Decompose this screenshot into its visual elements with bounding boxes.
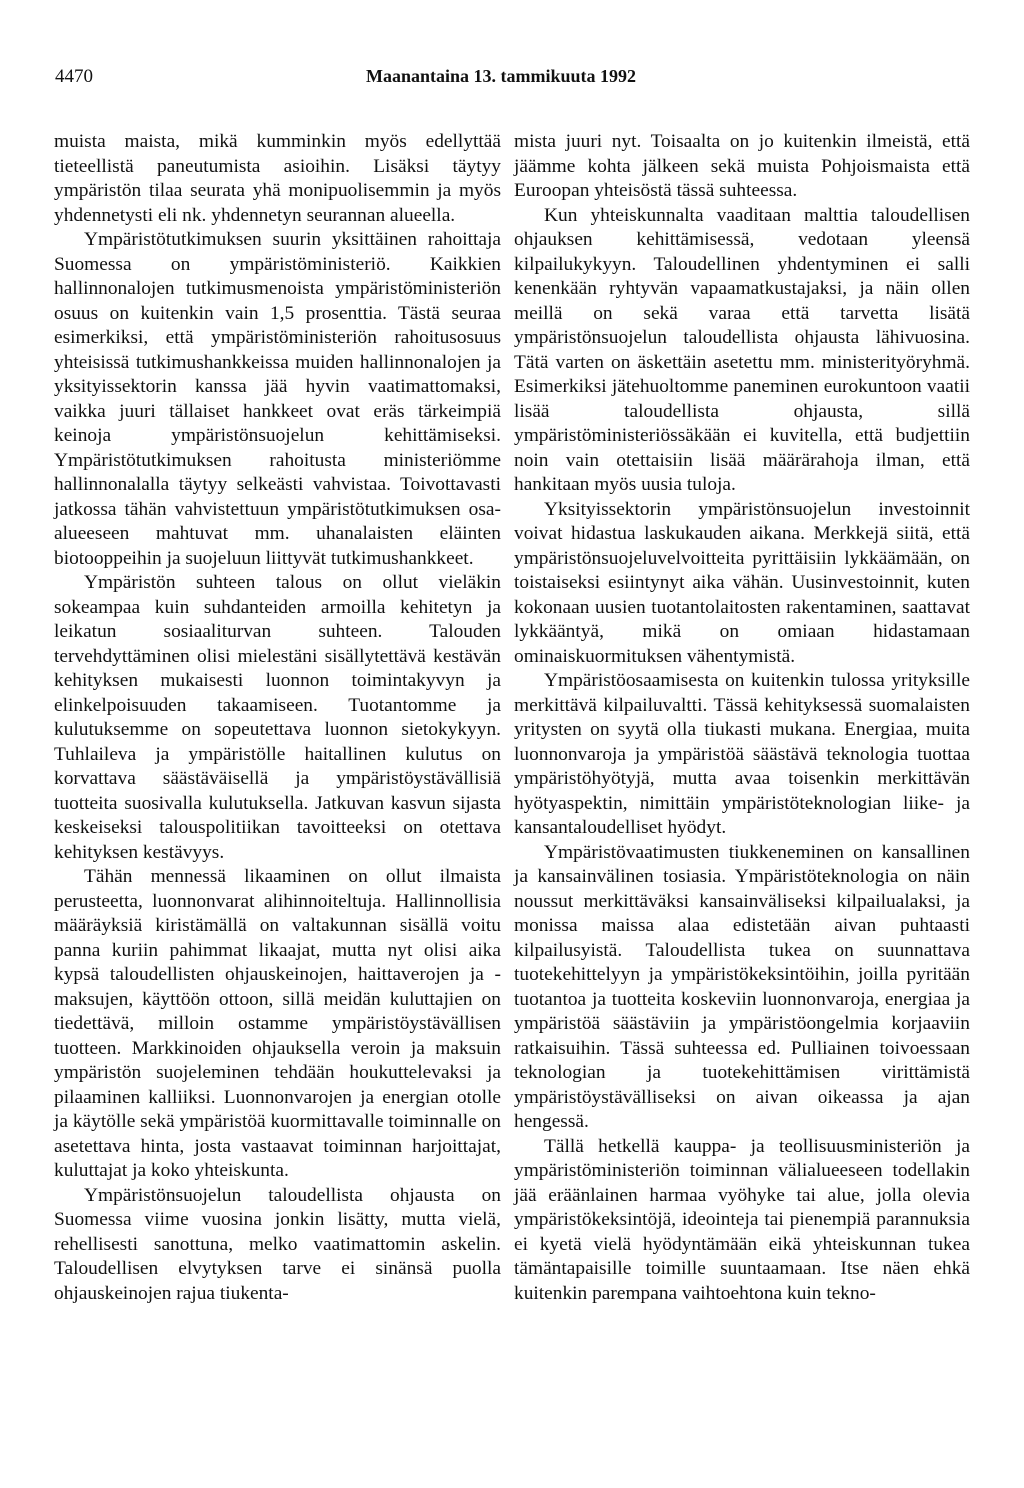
paragraph: Kun yhteiskunnalta vaaditaan malttia taloudellisen ohjauksen kehittämisessä, vedotaan yleensä kilpailukykyyn. Taloudellinen yhdentyminen ei salli kenenkään ryhtyvän vapaamatkustajaksi, ja näin ollen meillä on sekä varaa että tarvetta lisätä ympäristönsuojelun taloudellista ohjausta lähivuosina. Tätä varten on äskettäin asetettu mm. ministerityöryhmä. Esimerkiksi jätehuoltomme paneminen eurokuntoon vaatii lisää taloudellista ohjausta, sillä ympäristöministeriössäkään ei kuvitella, että budjettiin noin vain otettaisiin lisää määrärahoja ilman, että hankitaan myös uusia tuloja. xyxy=(514,204,970,495)
paragraph: Yksityissektorin ympäristönsuojelun investoinnit voivat hidastua laskukauden aikana. Merkkejä siitä, että ympäristönsuojeluvelvoitteita pyrittäisiin lykkäämään, on toistaiseksi esiintynyt aika vähän. Uusinvestoinnit, kuten kokonaan uusien tuotantolaitosten rakentaminen, saattavat lykkääntyä, mikä on omiaan hidastamaan ominaiskuormituksen vähentymistä. xyxy=(514,498,970,667)
page-number: 4470 xyxy=(55,66,93,87)
paragraph: Ympäristönsuojelun taloudellista ohjausta on Suomessa viime vuosina jonkin lisätty, mutta vielä, rehellisesti sanottuna, melko vaatimattomin askelin. Taloudellisen elvytyksen tarve ei sinänsä puolla ohjauskeinojen rajua tiukenta- xyxy=(54,1184,501,1304)
right-column xyxy=(514,130,970,1306)
paragraph: Ympäristövaatimusten tiukkeneminen on kansallinen ja kansainvälinen tosiasia. Ympäristöteknologia on näin noussut merkittäväksi kansainväliseksi kilpailualaksi, ja monissa maissa alaa edistetään aivan puhtaasti kilpailusyistä. Taloudellista tukea on suunnattava tuotekehittelyyn ja ympäristökeksintöihin, joilla pyritään tuotantoa ja tuotteita koskeviin luonnonvaroja, energiaa ja ympäristöä säästäviin ja ympäristöongelmia korjaaviin ratkaisuihin. Tässä suhteessa ed. Pulliainen toivoessaan teknologian ja tuotekehittämisen virittämistä ympäristöystävälliseksi on aivan oikeassa ja ajan hengessä. xyxy=(514,841,970,1132)
paragraph: Tähän mennessä likaaminen on ollut ilmaista perusteetta, luonnonvarat alihinnoiteltuja. Hallinnollisia määräyksiä kiristämällä on valtakunnan sisällä voitu panna kuriin pahimmat likaajat, mutta nyt olisi aika kypsä taloudellisten ohjauskeinojen, haittaverojen ja -maksujen, käyttöön ottoon, sillä meidän kuluttajien on tiedettävä, milloin ostamme ympäristöystävällisen tuotteen. Markkinoiden ohjauksella veroin ja maksuin ympäristön suojeleminen tehdään houkuttelevaksi ja pilaaminen kalliiksi. Luonnonvarojen ja energian otolle ja käytölle sekä ympäristöä kuormittavalle toiminnalle on asetettava hinta, josta vastaavat toiminnan harjoittajat, kuluttajat ja koko yhteiskunta. xyxy=(54,866,501,1181)
paragraph: Ympäristön suhteen talous on ollut vieläkin sokeampaa kuin suhdanteiden armoilla kehitetyn ja leikatun sosiaaliturvan suhteen. Talouden tervehdyttäminen olisi mielestäni sisällytettävä kestävän kehityksen mukaisesti luonnon toimintakyvyn ja elinkelpoisuuden takaamiseen. Tuotantomme ja kulutuksemme on sopeutettava luonnon sietokykyyn. Tuhlaileva ja ympäristölle haitallinen kulutus on korvattava säästäväisellä ja ympäristöystävällisiä tuotteita suosivalla kulutuksella. Jatkuvan kasvun sijasta keskeiseksi talouspolitiikan tavoitteeksi on otettava kehityksen kestävyys. xyxy=(54,572,501,863)
paragraph: mista juuri nyt. Toisaalta on jo kuitenkin ilmeistä, että jäämme kohta jälkeen sekä muista Pohjoismaista että Euroopan yhteisöstä tässä suhteessa. xyxy=(514,131,970,201)
running-head-date: Maanantaina 13. tammikuuta 1992 xyxy=(366,66,637,86)
page-header xyxy=(55,66,970,92)
paragraph: muista maista, mikä kumminkin myös edellyttää tieteellistä paneutumista asioihin. Lisäksi täytyy ympäristön tilaa seurata yhä monipuolisemmin ja myös yhdennetysti eli nk. yhdennetyn seurannan alueella. xyxy=(54,131,501,226)
paragraph: Ympäristötutkimuksen suurin yksittäinen rahoittaja Suomessa on ympäristöministeriö. Kaikkien hallinnonalojen tutkimusmenoista ympäristöministeriön osuus on kuitenkin vain 1,5 prosenttia. Tästä seuraa esimerkiksi, että ympäristöministeriön rahoitusosuus yhteisissä tutkimushankkeissa muiden hallinnonalojen ja yksityissektorin kanssa jää hyvin vaatimattomaksi, vaikka juuri tällaiset hankkeet ovat eräs tärkeimpiä keinoja ympäristönsuojelun kehittämiseksi. Ympäristötutkimuksen rahoitusta ministeriömme hallinnonalalla täytyy selkeästi vahvistaa. Toivottavasti jatkossa tähän vahvistettuun ympäristötutkimuksen osa-alueeseen mahtuvat mm. uhanalaisten eläinten biotooppeihin ja suojeluun liittyvät tutkimushankkeet. xyxy=(54,229,501,569)
left-column xyxy=(54,130,501,1306)
paragraph: Ympäristöosaamisesta on kuitenkin tulossa yrityksille merkittävä kilpailuvaltti. Tässä kehityksessä suomalaisten yritysten on syytä olla tiukasti mukana. Energiaa, muita luonnonvaroja ja ympäristöä säästävä teknologia tuottaa ympäristöhyötyjä, mutta avaa toisenkin merkittävän hyötyaspektin, nimittäin ympäristöteknologian liike- ja kansantaloudelliset hyödyt. xyxy=(514,670,970,838)
paragraph: Tällä hetkellä kauppa- ja teollisuusministeriön ja ympäristöministeriön toiminnan välialueeseen todellakin jää eräänlainen harmaa vyöhyke tai alue, jolla olevia ympäristökeksintöjä, ideointeja tai pienempiä parannuksia ei kyetä vielä hyödyntämään eikä yhteiskunnan tukea tämäntapaisille toimille suuntaamaan. Itse näen ehkä kuitenkin parempana vaihtoehtona kuin tekno- xyxy=(514,1135,970,1304)
